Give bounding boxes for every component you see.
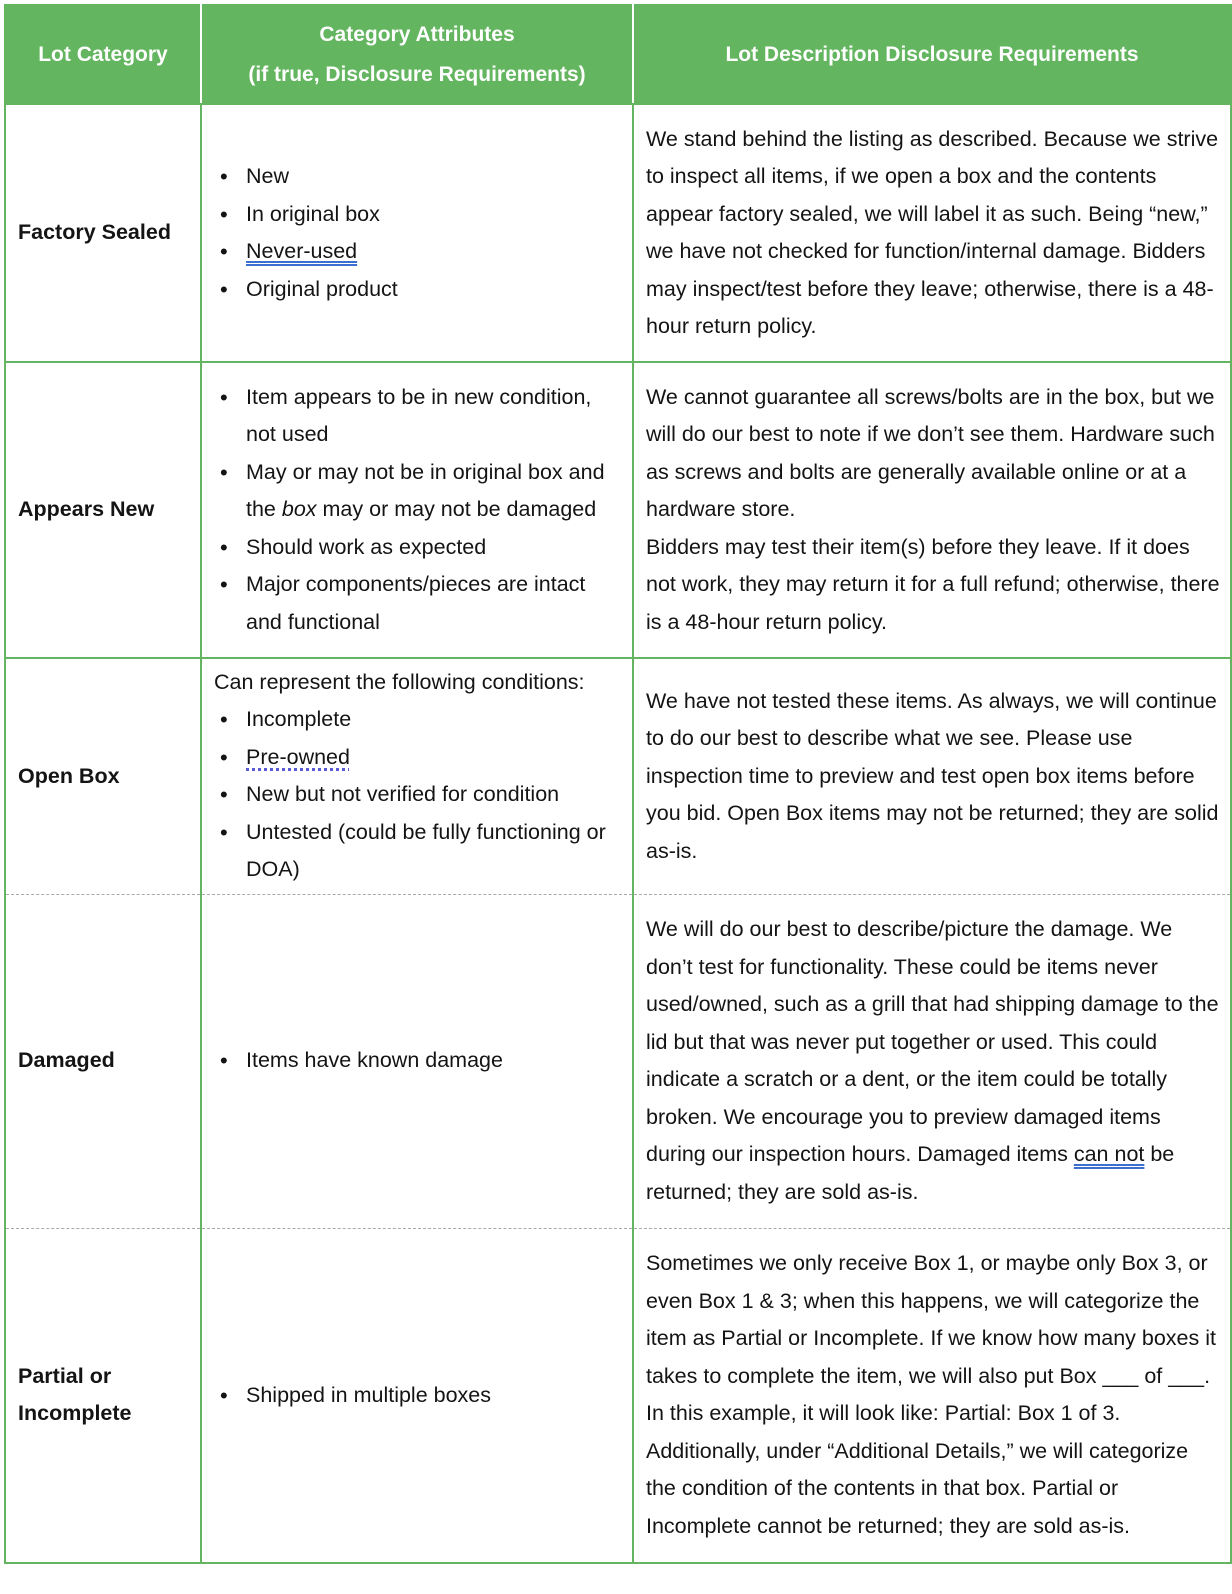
- attributes-lead-text: Can represent the following conditions:: [214, 669, 585, 694]
- category-cell: Open Box: [5, 658, 201, 894]
- description-cell: [633, 894, 1231, 1228]
- table-row-factory-sealed: [5, 104, 1231, 362]
- attribute-text: May or may not be in original box and: [246, 459, 605, 484]
- attribute-item: • Untested (could be fully functioning or DOA): [214, 814, 622, 889]
- attribute-item: • Incomplete: [214, 701, 622, 739]
- category-cell: Damaged: [5, 894, 201, 1228]
- header-row: [5, 5, 1231, 104]
- header-description-requirements: Lot Description Disclosure Requirements: [633, 5, 1231, 104]
- attribute-item: • Items have known damage: [214, 1042, 622, 1080]
- category-line: Partial or: [18, 1363, 112, 1388]
- table-row-open-box: [5, 658, 1231, 894]
- category-cell: [5, 1228, 201, 1563]
- attributes-cell: [201, 104, 633, 362]
- attributes-list: [214, 158, 622, 308]
- table-row-damaged: [5, 894, 1231, 1228]
- attribute-text: may or may not be damaged: [316, 497, 597, 522]
- attributes-list: [214, 1377, 622, 1415]
- description-cell: Sometimes we only receive Box 1, or maybe only Box 3, or even Box 1 & 3; when this happens, we will categorize the item as Partial or Incomplete. If we know how many boxes it takes to complete the item, we will also put Box ___ of ___. In this example, it will look like: Partial: Box 1 of 3. Additionally, under “Additional Details,” we will categorize the condition of the contents in that box. Partial or Incomplete cannot be returned; they are sold as-is.: [633, 1228, 1231, 1563]
- header-attributes-title: Category Attributes: [319, 22, 515, 46]
- table-row-appears-new: [5, 362, 1231, 658]
- description-text-flagged: can not: [1073, 1142, 1145, 1166]
- attributes-cell: [201, 1228, 633, 1563]
- table-row-partial-incomplete: [5, 1228, 1231, 1563]
- category-cell: Factory Sealed: [5, 104, 201, 362]
- attribute-item: • Original product: [214, 271, 622, 309]
- attribute-item: [214, 454, 622, 529]
- description-cell: We have not tested these items. As always, we will continue to do our best to describe what we see. Please use inspection time to preview and test open box items before you bid. Open Box items may not be returned; they are solid as-is.: [633, 658, 1231, 894]
- attribute-text-flagged: Never-used: [246, 239, 358, 263]
- description-paragraph: We cannot guarantee all screws/bolts are in the box, but we will do our best to note if we don’t see them. Hardware such as screws and bolts are generally available online or at a hardware store.: [646, 384, 1215, 522]
- attribute-item: • New: [214, 158, 622, 196]
- attribute-item: • Item appears to be in new condition, not used: [214, 379, 622, 454]
- attribute-item: • Shipped in multiple boxes: [214, 1377, 622, 1415]
- attribute-text-flagged: Pre-owned: [246, 744, 350, 769]
- description-text: be returned; they are sold as-is.: [646, 1142, 1175, 1204]
- attribute-item: • Should work as expected: [214, 529, 622, 567]
- attributes-list: [214, 1042, 622, 1080]
- attributes-list: [214, 379, 622, 642]
- category-cell: Appears New: [5, 362, 201, 658]
- attributes-cell: [201, 894, 633, 1228]
- attributes-list: [214, 701, 622, 889]
- description-text: We will do our best to describe/picture the damage. We don’t test for functionality. These could be items never used/owned, such as a grill that had shipping damage to the lid but that was never put together or used. This could indicate a scratch or a dent, or the item could be totally broken. We encourage you to preview damaged items during our inspection hours. Damaged items: [646, 917, 1219, 1166]
- attribute-item: • Major components/pieces are intact and functional: [214, 566, 622, 641]
- attribute-item: [214, 233, 622, 271]
- disclosure-table-wrapper: [4, 4, 1230, 1564]
- header-attributes-subtitle: (if true, Disclosure Requirements): [248, 62, 586, 86]
- header-lot-category: Lot Category: [5, 5, 201, 104]
- header-category-attributes: [201, 5, 633, 104]
- category-line: Incomplete: [18, 1401, 132, 1426]
- attribute-text-emphasis: box: [281, 497, 317, 522]
- lot-disclosure-table: [4, 4, 1232, 1564]
- attribute-text: the: [246, 497, 282, 522]
- description-paragraph: Bidders may test their item(s) before they leave. If it does not work, they may return it for a full refund; otherwise, there is a 48-hour return policy.: [646, 534, 1220, 634]
- attribute-item: • In original box: [214, 196, 622, 234]
- description-cell: [633, 362, 1231, 658]
- description-cell: We stand behind the listing as described. Because we strive to inspect all items, if we open a box and the contents appear factory sealed, we will label it as such. Being “new,” we have not checked for function/internal damage. Bidders may inspect/test before they leave; otherwise, there is a 48-hour return policy.: [633, 104, 1231, 362]
- attributes-cell: [201, 658, 633, 894]
- attributes-cell: [201, 362, 633, 658]
- table-header: [5, 5, 1231, 104]
- attribute-item: • New but not verified for condition: [214, 776, 622, 814]
- table-body: [5, 104, 1231, 1563]
- attribute-item: [214, 739, 622, 777]
